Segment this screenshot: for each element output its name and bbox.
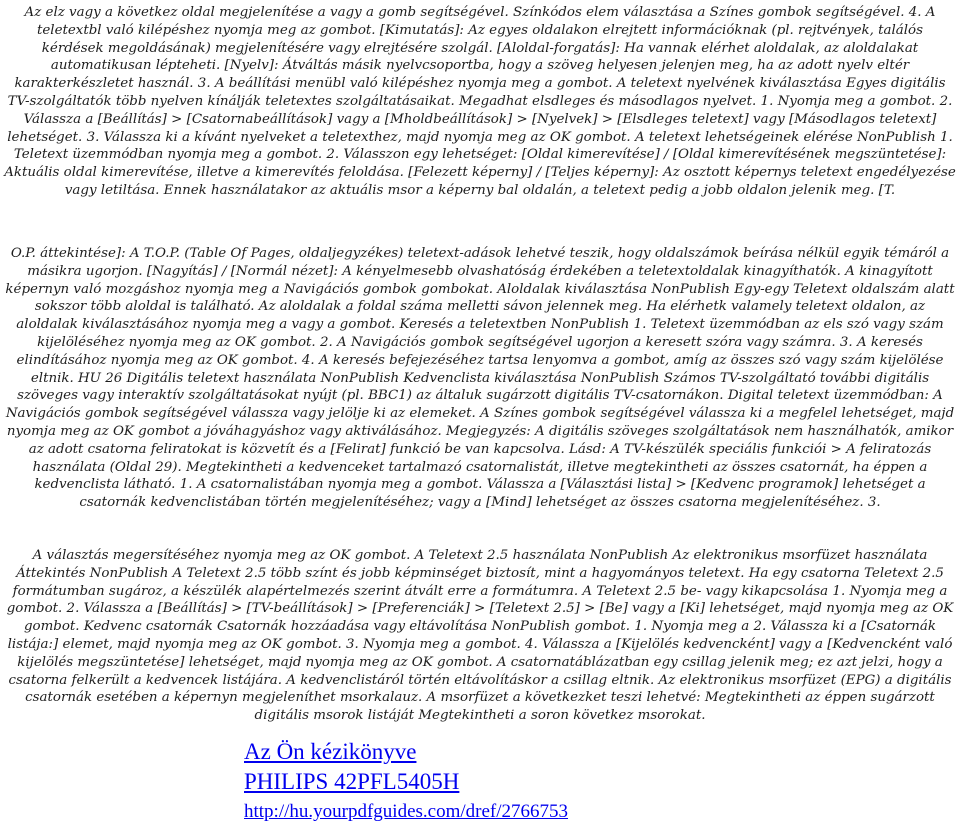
product-link[interactable]: PHILIPS 42PFL5405H [244,769,460,794]
body-text-block-teletext-options: Az elz vagy a következ oldal megjelenítése a vagy a gomb segítségével. Színkódos elem választása a Színes gombok segítségével. 4. A teletextbl való kilépéshez nyomja meg az gombot. [Kimutatás]: Az egyes oldalakon elrejtett információknak (pl. rejtvények, találós kérdések megoldásának) megjelenítésére vagy elrejtésére szolgál. [Aloldal-forgatás]: Ha vannak elérhet aloldalak, az aloldalakat automatikusan lépteheti. [Nyelv]: Átváltás másik nyelvcsoportba, hogy a szöveg helyesen jelenjen meg, ha az adott nyelv eltér karakterkészletet használ. 3. A beállítási menübl való kilépéshez nyomja meg a gombot. A teletext nyelvének kiválasztása Egyes digitális TV-szolgáltatók több nyelven kínálják teletextes szolgáltatásaikat. Megadhat elsdleges és másodlagos nyelvet. 1. Nyomja meg a gombot. 2. Válassza a [Beállítás] > [Csatornabeállítások] vagy a [Mholdbeállítások] > [Nyelvek] > [Elsdleges teletext] vagy [Másodlagos teletext] lehetséget. 3. Válassza ki a kívánt nyelveket a teletexthez, majd nyomja meg az OK gombot. A teletext lehetségeinek elérése NonPublish 1. Teletext üzemmódban nyomja meg a gombot. 2. Válasszon egy lehetséget: [Oldal kimerevítése] / [Oldal kimerevítésének megszüntetése]: Aktuális oldal kimerevítése, illetve a kimerevítés feloldása. [Felezett képerny] / [Teljes képerny]: Az osztott képernys teletext engedélyezése vagy letiltása. Ennek használatakor az aktuális msor a képerny bal oldalán, a teletext pedig a jobb oldalon jelenik meg. [T. [4,5,956,198]
body-text-block-teletext-navigation: O.P. áttekintése]: A T.O.P. (Table Of Pages, oldaljegyzékes) teletext-adások lehetvé teszik, hogy oldalszámok beírása nélkül egyik témáról a másikra ugorjon. [Nagyítás] / [Normál nézet]: A kényelmesebb olvashatóság érdekében a teletextoldalak kinagyíthatók. A kinagyított képernyn való mozgáshoz nyomja meg a Navigációs gombok gombokat. Aloldalak kiválasztása NonPublish Egy-egy Teletext oldalszám alatt sokszor több aloldal is található. Az aloldalak a foldal száma melletti sávon jelennek meg. Ha elérhetk valamely teletext oldalon, az aloldalak kiválasztásához nyomja meg a vagy a gombot. Keresés a teletextben NonPublish 1. Teletext üzemmódban az els szó vagy szám kijelöléséhez nyomja meg az OK gombot. 2. A Navigációs gombok segítségével ugorjon a keresett szóra vagy számra. 3. A keresés elindításához nyomja meg az OK gombot. 4. A keresés befejezéséhez tartsa lenyomva a gombot, amíg az összes szó vagy szám kijelölése eltnik. HU 26 Digitális teletext használata NonPublish Kedvenclista kiválasztása NonPublish Számos TV-szolgáltató további digitális szöveges vagy interaktív szolgáltatásokat nyújt (pl. BBC1) az általuk sugárzott digitális TV-csatornákon. Digital teletext üzemmódban: A Navigációs gombok segítségével válassza vagy jelölje ki az elemeket. A Színes gombok segítségével válassza ki a megfelel lehetséget, majd nyomja meg az OK gombot a jóváhagyáshoz vagy aktiválásához. Megjegyzés: A digitális szöveges szolgáltatások nem használhatók, amikor az adott csatorna feliratokat is közvetít és a [Felirat] funkció be van kapcsolva. Lásd: A TV-készülék speciális funkciói > A feliratozás használata (Oldal 29). Megtekintheti a kedvenceket tartalmazó csatornalistát, illetve megtekintheti az összes csatornát, ha éppen a kedvenclista látható. 1. A csatornalistában nyomja meg a gombot. Válassza a [Választási lista] > [Kedvenc programok] lehetséget a csatornák kedvenclistában történ megjelenítéséhez; vagy a [Mind] lehetséget az összes csatorna megjelenítéséhez. 3. [5,246,955,511]
manual-links [244,737,568,825]
manual-link[interactable]: Az Ön kézikönyve [244,739,417,764]
body-text-block-favourites-epg: A választás megersítéséhez nyomja meg az OK gombot. A Teletext 2.5 használata NonPublish Az elektronikus msorfüzet használata Áttekintés NonPublish A Teletext 2.5 több színt és jobb képminséget biztosít, mint a hagyományos teletext. Ha egy csatorna Teletext 2.5 formátumban sugároz, a készülék alapértelmezés szerint átvált erre a formátumra. A Teletext 2.5 be- vagy kikapcsolása 1. Nyomja meg a gombot. 2. Válassza a [Beállítás] > [TV-beállítások] > [Preferenciák] > [Teletext 2.5] > [Be] vagy a [Ki] lehetséget, majd nyomja meg az OK gombot. Kedvenc csatornák Csatornák hozzáadása vagy eltávolítása NonPublish gombot. 1. Nyomja meg a 2. Válassza ki a [Csatornák listája:] elemet, majd nyomja meg az OK gombot. 3. Nyomja meg a gombot. 4. Válassza a [Kijelölés kedvencként] vagy a [Kedvencként való kijelölés megszüntetése] lehetséget, majd nyomja meg az OK gombot. A csatornatáblázatban egy csillag jelenik meg; ez azt jelzi, hogy a csatorna felkerült a kedvencek listájára. A kedvenclistáról történ eltávolításkor a csillag eltnik. Az elektronikus msorfüzet (EPG) a digitális csatornák esetében a képernyn megjeleníthet msorkalauz. A msorfüzet a következket teszi lehetvé: Megtekintheti az éppen sugárzott digitális msorok listáját Megtekintheti a soron következ msorokat. [6,548,954,724]
guide-url-link[interactable]: http://hu.yourpdfguides.com/dref/2766753 [244,801,569,822]
